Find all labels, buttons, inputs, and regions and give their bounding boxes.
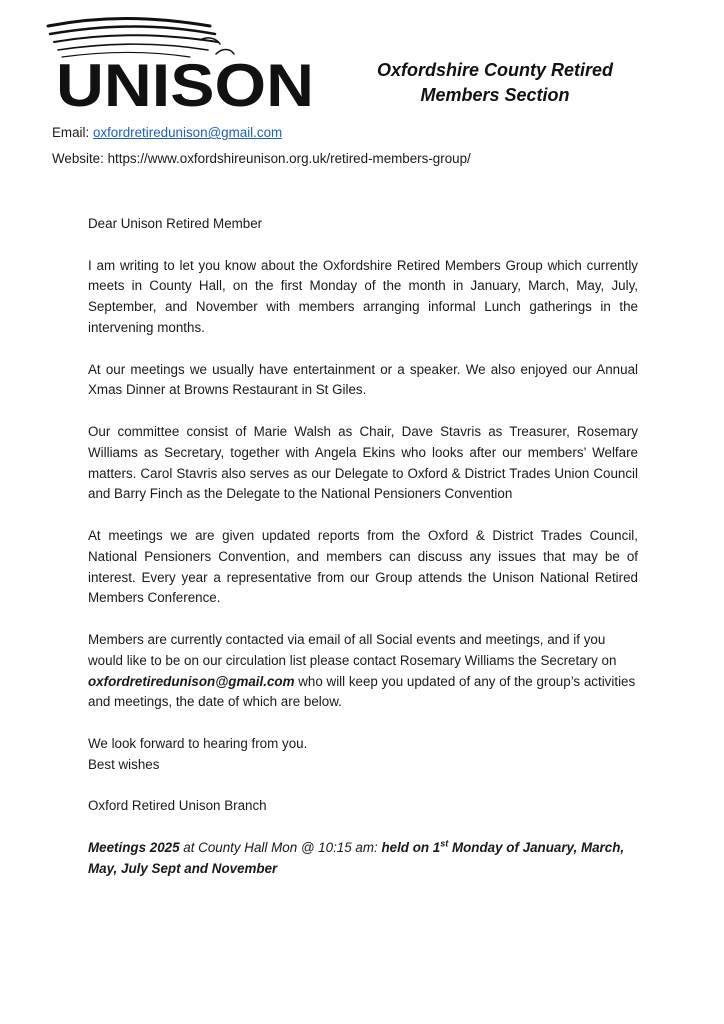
contact-email-inline: oxfordretiredunison@gmail.com (88, 673, 295, 689)
section-title (340, 58, 650, 108)
paragraph-contact-text: Members are currently contacted via email of all Social events and meetings, and if you would like to be on our circulation list please contact Rosemary Williams the Secretary on (88, 631, 617, 668)
website-row (52, 150, 471, 168)
signature: Oxford Retired Unison Branch (88, 798, 267, 814)
closing-line1: We look forward to hearing from you. (88, 735, 308, 751)
meetings-held-on: held on 1 (381, 839, 441, 855)
contact-block (52, 124, 471, 168)
paragraph-reports: At meetings we are given updated reports from the Oxford & District Trades Council, National Pensioners Convention, and members can discuss any issues that may be of interest. Every year a representative from our Group attends the Unison National Retired Members Conference. (88, 527, 638, 606)
meetings-months: Monday of January, March, May, July Sept and November (88, 839, 625, 876)
section-title-line1: Oxfordshire County Retired (376, 60, 614, 80)
closing (88, 734, 638, 776)
unison-logo (40, 14, 330, 118)
email-label: Email: (52, 125, 93, 140)
paragraph-contact (88, 630, 638, 713)
paragraph-meetings: At our meetings we usually have entertainment or a speaker. We also enjoyed our Annual Xmas Dinner at Browns Restaurant in St Giles. (88, 361, 638, 398)
meetings-year: Meetings 2025 (88, 839, 180, 855)
paragraph-intro: I am writing to let you know about the Oxfordshire Retired Members Group which currently meets in County Hall, on the first Monday of the month in January, March, May, July, September, and November with members arranging informal Lunch gatherings in the intervening months. (88, 257, 638, 335)
email-row (52, 124, 471, 142)
paragraph-committee: Our committee consist of Marie Walsh as Chair, Dave Stavris as Treasurer, Rosemary Williams as Secretary, together with Angela Ekins who looks after our members’ Welfare matters. Carol Stavris also serves as our Delegate to Oxford & District Trades Union Council and Barry Finch as the Delegate to the National Pensioners Convention (88, 423, 638, 502)
meetings-location: at County Hall Mon @ 10:15 am: (179, 839, 382, 855)
meetings-schedule (88, 838, 638, 880)
logo-wordmark: UNISON (56, 52, 314, 118)
email-link[interactable]: oxfordretiredunison@gmail.com (92, 125, 283, 140)
letter-body (88, 214, 638, 900)
section-title-line2: Members Section (420, 85, 570, 105)
paragraph-contact-text-2: who will keep you updated of any of the group’s activities and meetings, the date of which are below. (88, 673, 636, 710)
website-label: Website: (52, 151, 108, 166)
salutation: Dear Unison Retired Member (88, 216, 263, 231)
meetings-ordinal: st (440, 838, 449, 849)
closing-line2: Best wishes (88, 756, 160, 772)
website-url: https://www.oxfordshireunison.org.uk/retired-members-group/ (107, 151, 471, 166)
